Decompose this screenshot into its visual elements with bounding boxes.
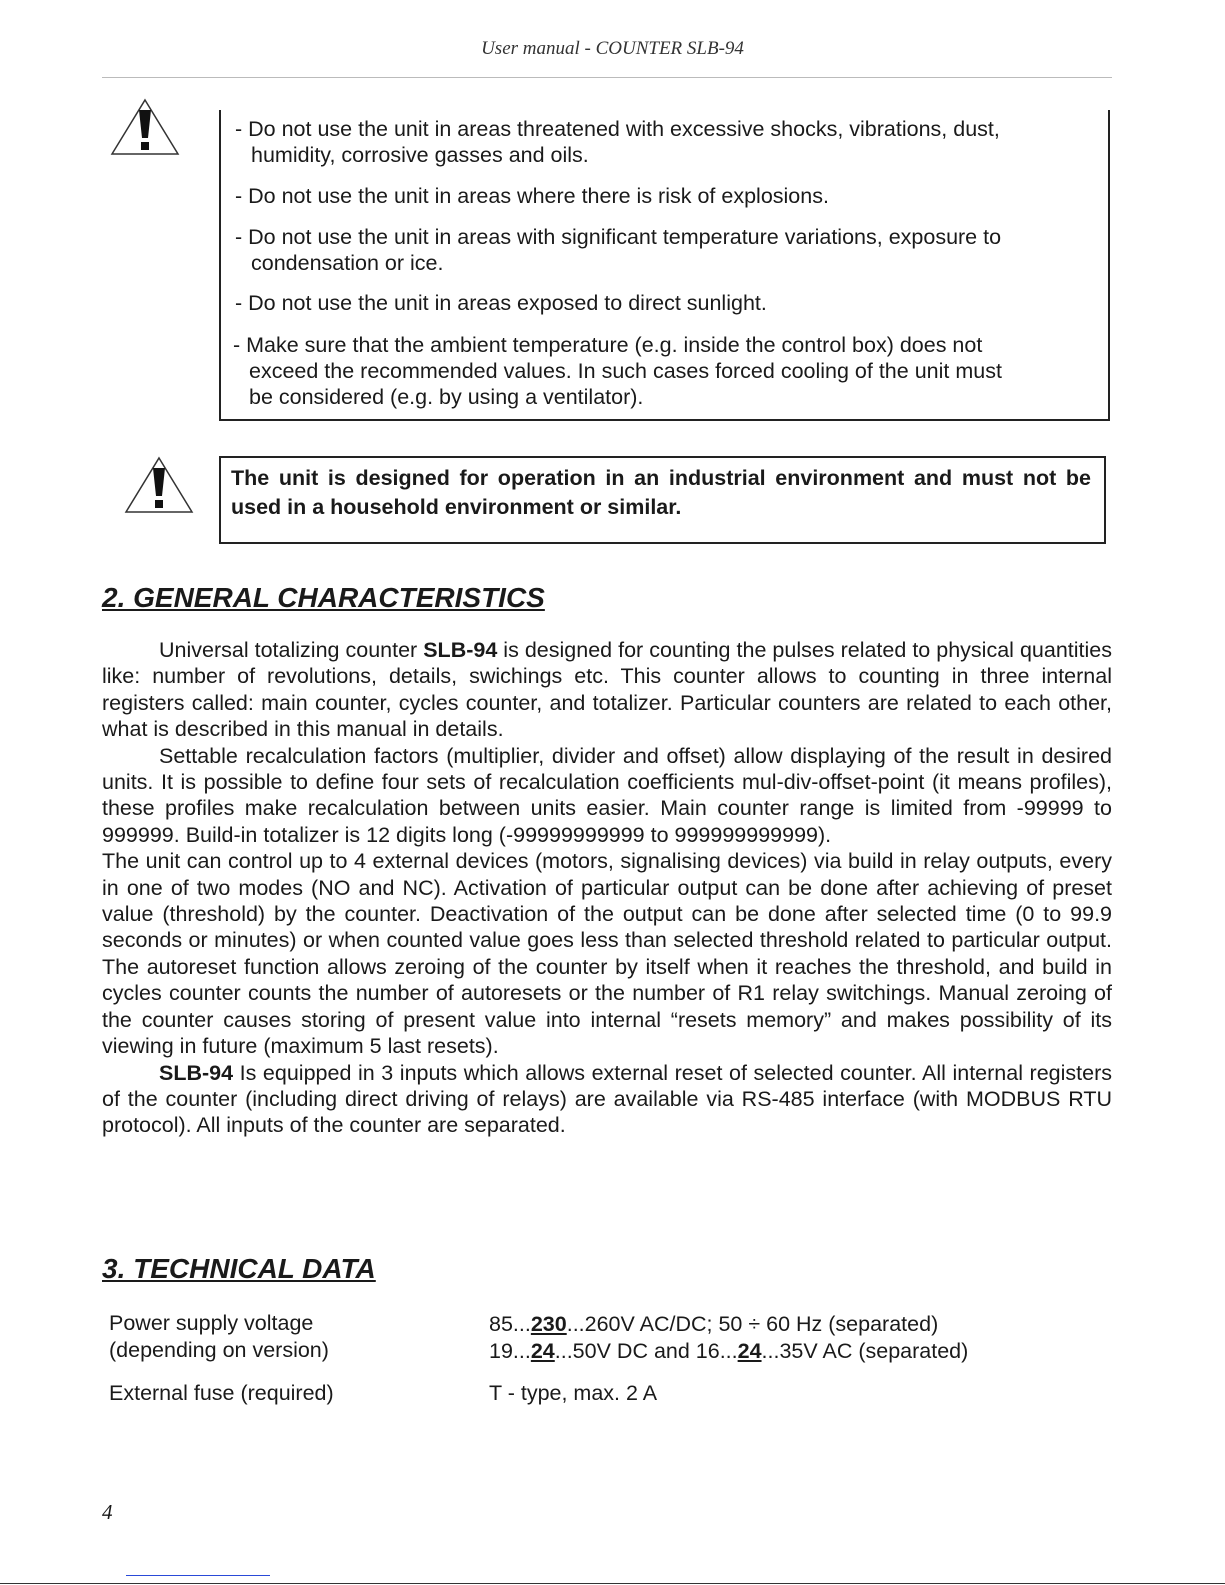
paragraph-intro xyxy=(102,637,1112,743)
warning-triangle-icon xyxy=(124,456,194,514)
voltage-range-mid: ...50V DC and 16... xyxy=(554,1339,738,1363)
paragraph-inputs-post: Is equipped in 3 inputs which allows external reset of selected counter. All internal registers of the counter (including direct driving of relays) are available via RS-485 interface (with MODBUS RTU protocol). All inputs of the counter are separated. xyxy=(102,1060,1112,1138)
paragraph-intro-post: is designed for counting the pulses related to physical quantities like: number of revolutions, details, swichings etc. This counter allows to counting in three internal registers called: main counter, cycles counter, and totalizer. Particular counters are related to each other, what is described in this manual in details. xyxy=(102,638,1112,742)
section-heading-technical: 3. TECHNICAL DATA xyxy=(102,1253,376,1284)
footer-link-line xyxy=(126,1575,270,1576)
voltage-range-start: 85... xyxy=(489,1312,531,1336)
paragraph-inputs xyxy=(102,1060,1112,1139)
page-header: User manual - COUNTER SLB-94 xyxy=(481,38,744,59)
spec-label-fuse: External fuse (required) xyxy=(109,1381,334,1405)
header-divider xyxy=(102,77,1112,78)
spec-label-power-line2: (depending on version) xyxy=(109,1338,329,1362)
warning-item-temperature-line2: condensation or ice. xyxy=(251,251,444,275)
paragraph-intro-pre: Universal totalizing counter xyxy=(159,638,424,662)
nominal-voltage: 24 xyxy=(737,1339,762,1363)
warning-item-shocks-line2: humidity, corrosive gasses and oils. xyxy=(251,143,589,167)
nominal-voltage: 24 xyxy=(530,1339,555,1363)
spec-label-power xyxy=(109,1310,329,1364)
spec-label-power-line1: Power supply voltage xyxy=(109,1311,314,1335)
safety-warnings-box xyxy=(219,110,1110,421)
voltage-range-end: ...260V AC/DC; 50 ÷ 60 Hz (separated) xyxy=(566,1312,939,1336)
warning-item-explosions: - Do not use the unit in areas where there is risk of explosions. xyxy=(235,184,829,208)
paragraph-recalculation: Settable recalculation factors (multiplier, divider and offset) allow displaying of the result in desired units. It is possible to define four sets of recalculation coefficients mul-div-offset-point (it means profiles), these profiles make recalculation between units easier. Main counter range is limited from -99999 to 999999. Build-in totalizer is 12 digits long (-99999999999 to 999999999999). xyxy=(102,743,1112,847)
paragraph-outputs: The unit can control up to 4 external devices (motors, signalising devices) via build in relay outputs, every in one of two modes (NO and NC). Activation of particular output can be done after achieving of preset value (threshold) by the counter. Deactivation of the output can be done after selected time (0 to 99.9 seconds or minutes) or when counted value goes less than selected threshold related to particular output. The autoreset function allows zeroing of the counter by itself when it reaches the threshold, and build in cycles counter counts the number of autoresets or the number of R1 relay switchings. Manual zeroing of the counter causes storing of present value into internal “resets memory” and makes possibility of its viewing in future (maximum 5 last resets). xyxy=(102,849,1112,1059)
warning-item-ambient-line3: be considered (e.g. by using a ventilator). xyxy=(249,385,644,409)
page-number: 4 xyxy=(102,1500,113,1524)
warning-item-temperature-line1: - Do not use the unit in areas with significant temperature variations, exposure to xyxy=(235,225,1002,249)
section-heading-general: 2. GENERAL CHARACTERISTICS xyxy=(102,582,545,613)
model-name: SLB-94 xyxy=(159,1060,234,1085)
warning-item-ambient-line2: exceed the recommended values. In such cases forced cooling of the unit must xyxy=(249,359,1002,383)
model-name: SLB-94 xyxy=(423,638,498,662)
general-characteristics-body xyxy=(102,637,1112,1139)
spec-value-fuse: T - type, max. 2 A xyxy=(489,1381,658,1405)
warning-item-ambient-line1: - Make sure that the ambient temperature (e.g. inside the control box) does not xyxy=(233,333,983,357)
spec-value-power-high xyxy=(489,1311,968,1338)
industrial-notice-box xyxy=(219,456,1106,544)
voltage-range-end: ...35V AC (separated) xyxy=(761,1339,969,1363)
spec-value-power xyxy=(489,1311,968,1365)
warning-item-sunlight: - Do not use the unit in areas exposed to direct sunlight. xyxy=(235,291,767,315)
warning-triangle-icon xyxy=(110,98,180,156)
nominal-voltage: 230 xyxy=(530,1312,567,1336)
warning-item-shocks-line1: - Do not use the unit in areas threatened with excessive shocks, vibrations, dust, xyxy=(235,117,1000,141)
industrial-notice-text: The unit is designed for operation in an industrial environment and must not be used in a household environment or similar. xyxy=(231,466,1091,519)
footer-divider xyxy=(0,1583,1225,1584)
voltage-range-start: 19... xyxy=(489,1339,531,1363)
spec-value-power-low xyxy=(489,1338,968,1365)
